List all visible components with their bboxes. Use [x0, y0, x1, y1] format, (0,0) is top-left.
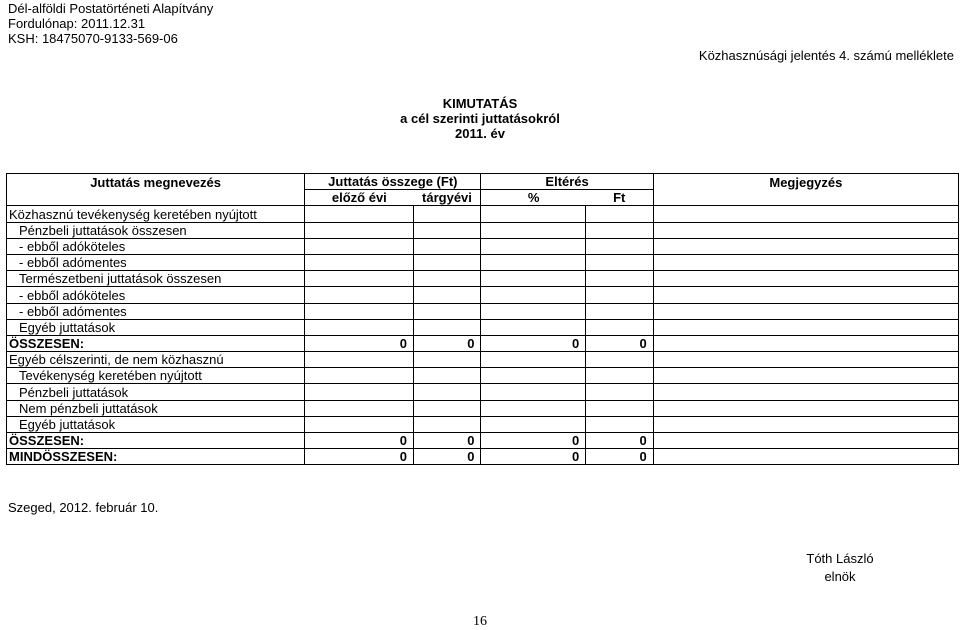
row-diff-pct: 0: [481, 449, 586, 465]
row-prev-value: [305, 254, 414, 270]
row-diff-ft: [586, 254, 653, 270]
row-note: [653, 352, 958, 368]
row-prev-value: [305, 384, 414, 400]
row-note: [653, 238, 958, 254]
row-label: Egyéb célszerinti, de nem közhasznú: [7, 352, 305, 368]
header-row-1: [7, 174, 959, 190]
row-note: [653, 368, 958, 384]
row-curr-value: [413, 384, 480, 400]
row-diff-pct: [481, 416, 586, 432]
row-label: MINDÖSSZESEN:: [7, 449, 305, 465]
row-curr-value: [413, 222, 480, 238]
row-diff-pct: [481, 206, 586, 222]
row-label: - ebből adómentes: [7, 254, 305, 270]
table-row: [7, 287, 959, 303]
row-prev-value: [305, 287, 414, 303]
title-line-1: KIMUTATÁS: [442, 96, 518, 111]
title-line-2: a cél szerinti juttatásokról: [400, 111, 560, 126]
row-prev-value: [305, 271, 414, 287]
row-diff-pct: [481, 400, 586, 416]
row-diff-ft: [586, 400, 653, 416]
row-curr-value: 0: [413, 433, 480, 449]
row-label: - ebből adóköteles: [7, 287, 305, 303]
row-prev-value: [305, 416, 414, 432]
header-prev: előző évi: [305, 190, 414, 206]
row-prev-value: [305, 206, 414, 222]
row-diff-ft: 0: [586, 433, 653, 449]
table-row: [7, 238, 959, 254]
row-label: Egyéb juttatások: [7, 416, 305, 432]
row-diff-ft: [586, 206, 653, 222]
row-curr-value: [413, 368, 480, 384]
row-curr-value: [413, 319, 480, 335]
org-header: [8, 1, 213, 46]
row-note: [653, 206, 958, 222]
row-note: [653, 335, 958, 351]
row-diff-ft: [586, 238, 653, 254]
row-diff-ft: 0: [586, 449, 653, 465]
row-diff-pct: [481, 319, 586, 335]
row-prev-value: [305, 303, 414, 319]
org-name: Dél-alföldi Postatörténeti Alapítvány: [8, 1, 214, 16]
row-curr-value: 0: [413, 335, 480, 351]
row-curr-value: [413, 271, 480, 287]
row-prev-value: [305, 319, 414, 335]
row-diff-ft: [586, 303, 653, 319]
table-row: [7, 206, 959, 222]
header-curr: tárgyévi: [413, 190, 480, 206]
row-label: ÖSSZESEN:: [7, 433, 305, 449]
row-prev-value: [305, 368, 414, 384]
row-prev-value: [305, 238, 414, 254]
row-diff-pct: [481, 384, 586, 400]
row-diff-pct: [481, 303, 586, 319]
row-diff-pct: [481, 254, 586, 270]
table-row: [7, 319, 959, 335]
row-label: Egyéb juttatások: [7, 319, 305, 335]
row-diff-pct: [481, 352, 586, 368]
signatory-role: elnök: [824, 569, 856, 584]
row-curr-value: [413, 400, 480, 416]
row-note: [653, 319, 958, 335]
header-amount: Juttatás összege (Ft): [305, 174, 481, 190]
row-curr-value: [413, 287, 480, 303]
header-pct: %: [481, 190, 586, 206]
row-label: Pénzbeli juttatások: [7, 384, 305, 400]
table-row: [7, 303, 959, 319]
row-label: Természetbeni juttatások összesen: [7, 271, 305, 287]
row-prev-value: 0: [305, 335, 414, 351]
row-prev-value: [305, 222, 414, 238]
table-row: [7, 384, 959, 400]
row-diff-ft: [586, 384, 653, 400]
header-row-2: [7, 190, 959, 206]
row-diff-ft: [586, 271, 653, 287]
row-diff-pct: 0: [481, 433, 586, 449]
row-note: [653, 416, 958, 432]
row-note: [653, 287, 958, 303]
row-note: [653, 271, 958, 287]
row-curr-value: [413, 206, 480, 222]
row-note: [653, 400, 958, 416]
row-diff-ft: [586, 368, 653, 384]
table-row: [7, 416, 959, 432]
row-prev-value: [305, 352, 414, 368]
row-diff-ft: [586, 287, 653, 303]
table-row: [7, 254, 959, 270]
row-diff-ft: [586, 352, 653, 368]
table-body: [7, 206, 959, 465]
row-note: [653, 254, 958, 270]
row-curr-value: 0: [413, 449, 480, 465]
row-diff-pct: 0: [481, 335, 586, 351]
row-note: [653, 222, 958, 238]
table-row: [7, 400, 959, 416]
header-name: Juttatás megnevezés: [7, 174, 305, 190]
place-date: Szeged, 2012. február 10.: [8, 500, 159, 515]
row-diff-pct: [481, 271, 586, 287]
table-row: [7, 222, 959, 238]
table-row: [7, 433, 959, 449]
row-diff-ft: [586, 416, 653, 432]
row-diff-pct: [481, 238, 586, 254]
closing-date: Fordulónap: 2011.12.31: [8, 16, 146, 31]
row-diff-pct: [481, 368, 586, 384]
row-label: Nem pénzbeli juttatások: [7, 400, 305, 416]
table-row: [7, 335, 959, 351]
header-diff: Eltérés: [481, 174, 653, 190]
row-label: - ebből adómentes: [7, 303, 305, 319]
row-label: Tevékenység keretében nyújtott: [7, 368, 305, 384]
document-title: [0, 96, 960, 141]
row-note: [653, 433, 958, 449]
signatory-name: Tóth László: [806, 551, 874, 566]
table-row: [7, 368, 959, 384]
row-curr-value: [413, 416, 480, 432]
row-label: Pénzbeli juttatások összesen: [7, 222, 305, 238]
header-ft: Ft: [586, 190, 653, 206]
table-row: [7, 271, 959, 287]
row-diff-pct: [481, 287, 586, 303]
row-diff-ft: [586, 222, 653, 238]
row-note: [653, 303, 958, 319]
row-diff-ft: [586, 319, 653, 335]
title-line-3: 2011. év: [455, 126, 505, 141]
row-curr-value: [413, 352, 480, 368]
row-label: Közhasznú tevékenység keretében nyújtott: [7, 206, 305, 222]
page-number: 16: [473, 614, 487, 629]
row-note: [653, 384, 958, 400]
row-label: ÖSSZESEN:: [7, 335, 305, 351]
row-label: - ebből adóköteles: [7, 238, 305, 254]
annex-label: Közhasznúsági jelentés 4. számú melléklete: [698, 48, 954, 63]
benefits-table: [6, 173, 959, 465]
ksh-number: KSH: 18475070-9133-569-06: [8, 31, 178, 46]
row-curr-value: [413, 254, 480, 270]
row-diff-ft: 0: [586, 335, 653, 351]
header-note: Megjegyzés: [653, 174, 958, 190]
row-prev-value: [305, 400, 414, 416]
table-row: [7, 449, 959, 465]
row-prev-value: 0: [305, 433, 414, 449]
row-curr-value: [413, 238, 480, 254]
table-row: [7, 352, 959, 368]
signature-block: [790, 550, 890, 586]
row-curr-value: [413, 303, 480, 319]
row-note: [653, 449, 958, 465]
row-prev-value: 0: [305, 449, 414, 465]
row-diff-pct: [481, 222, 586, 238]
